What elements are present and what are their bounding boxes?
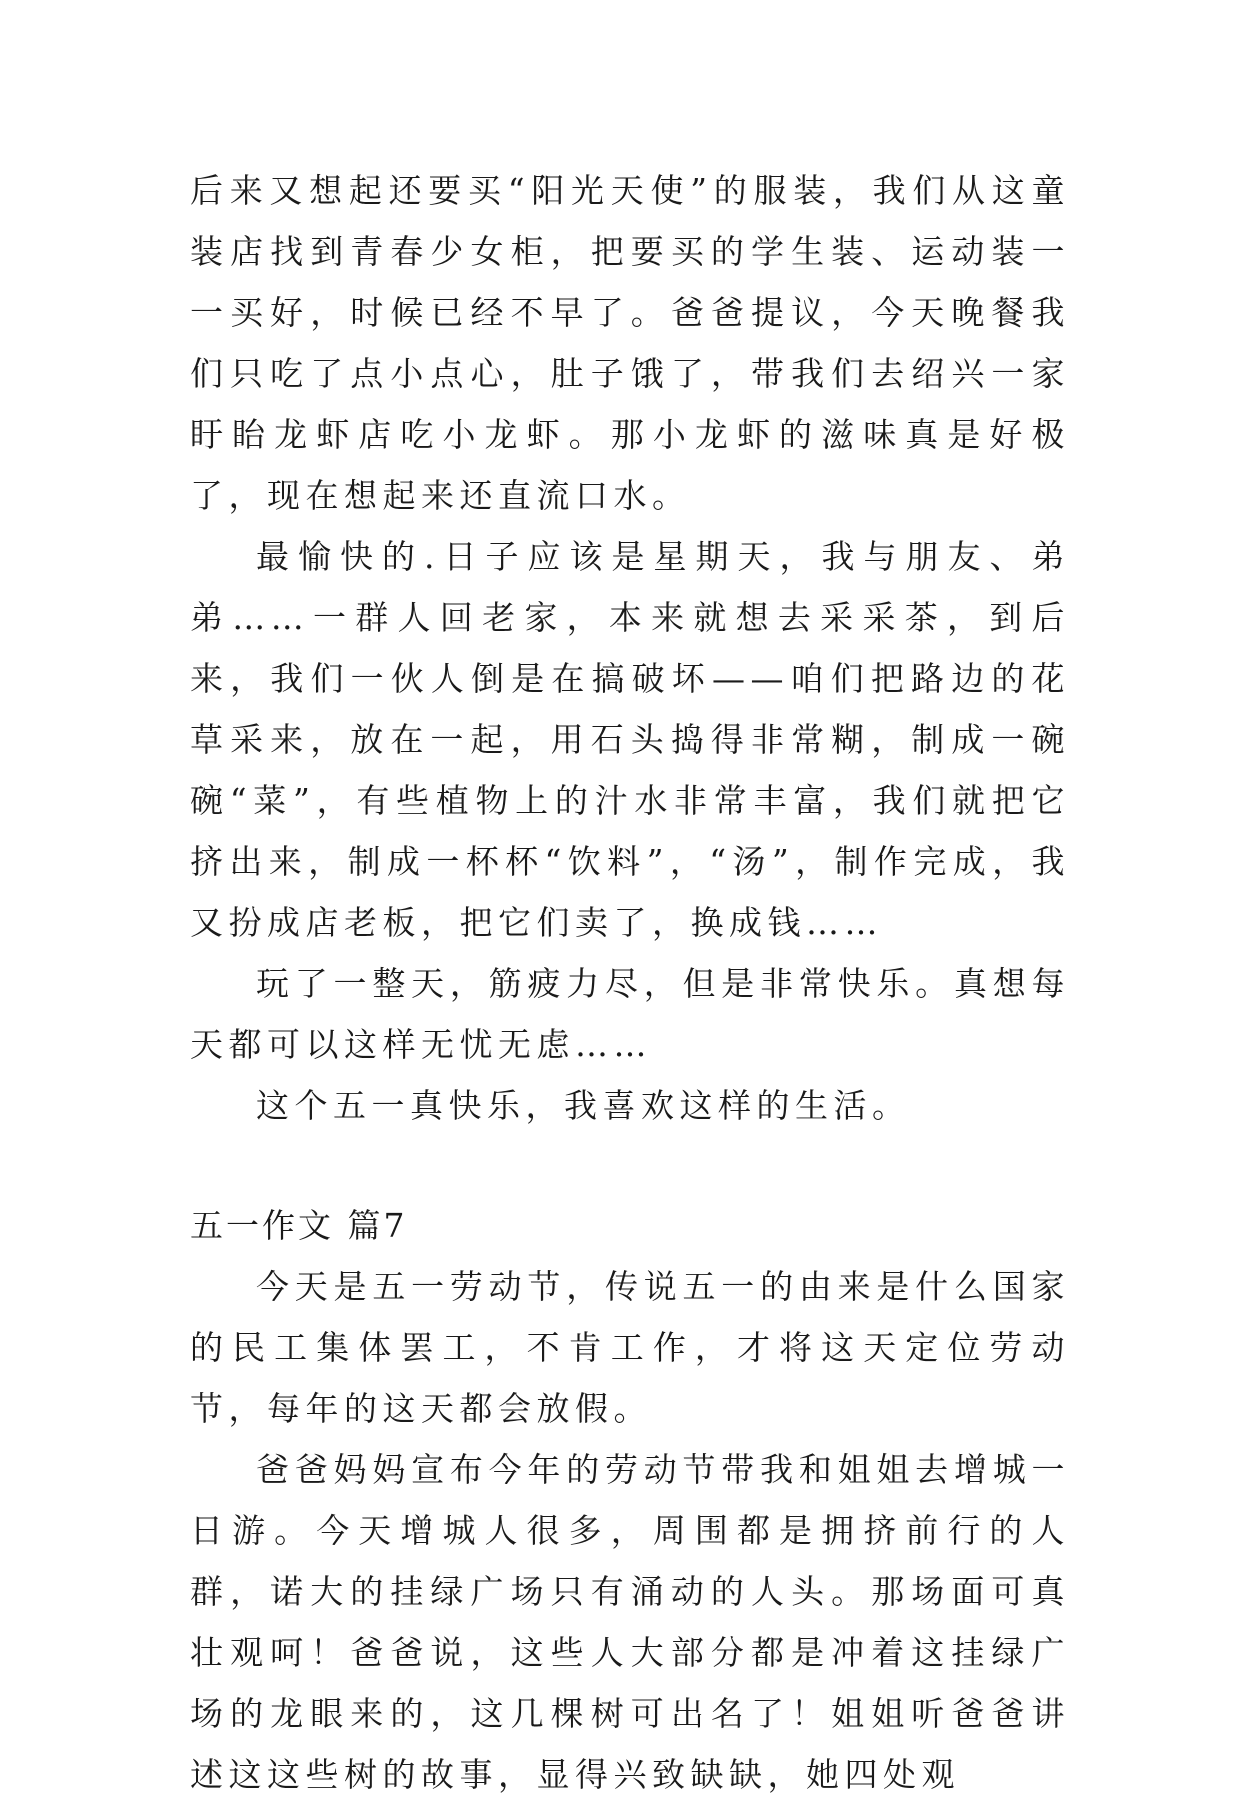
paragraph: 这个五一真快乐，我喜欢这样的生活。 [256,1086,911,1125]
paragraph: 玩了一整天，筋疲力尽，但是非常快乐。真想每天都可以这样无忧无虑…… [190,964,1070,1064]
paragraph: 后来又想起还要买“阳光天使”的服装，我们从这童装店找到青春少女柜，把要买的学生装、运动装一一买好，时候已经不早了。爸爸提议，今天晚餐我们只吃了点小点心，肚子饿了，带我们去绍兴一家盱眙龙虾店吃小龙虾。那小龙虾的滋味真是好极了，现在想起来还直流口水。 [190,171,1070,515]
paragraph: 爸爸妈妈宣布今年的劳动节带我和姐姐去增城一日游。今天增城人很多，周围都是拥挤前行的人群，诺大的挂绿广场只有涌动的人头。那场面可真壮观呵！爸爸说，这些人大部分都是冲着这挂绿广场的龙眼来的，这几棵树可出名了！姐姐听爸爸讲述这这些树的故事，显得兴致缺缺，她四处观 [190,1450,1070,1794]
document-body [190,160,1070,1805]
section-heading: 五一作文 篇7 [190,1206,408,1245]
paragraph: 今天是五一劳动节，传说五一的由来是什么国家的民工集体罢工，不肯工作，才将这天定位劳动节，每年的这天都会放假。 [190,1267,1070,1428]
paragraph: 最愉快的.日子应该是星期天，我与朋友、弟弟……一群人回老家，本来就想去采采茶，到后来，我们一伙人倒是在搞破坏——咱们把路边的花草采来，放在一起，用石头捣得非常糊，制成一碗碗“菜”，有些植物上的汁水非常丰富，我们就把它挤出来，制成一杯杯“饮料”，“汤”，制作完成，我又扮成店老板，把它们卖了，换成钱…… [190,537,1070,942]
